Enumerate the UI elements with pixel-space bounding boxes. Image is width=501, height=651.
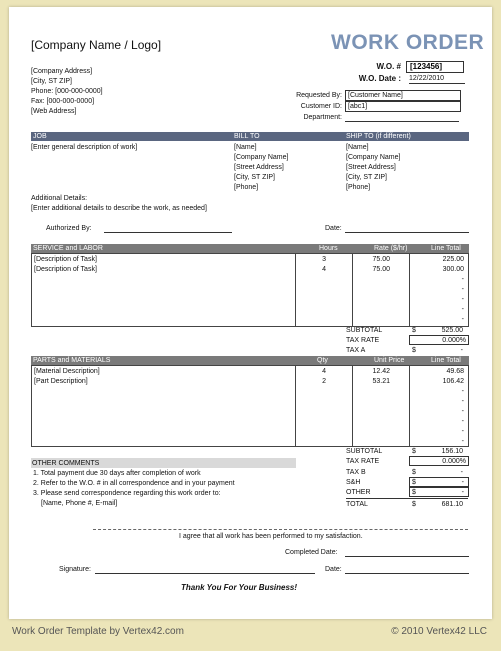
parts-subtotal-label: SUBTOTAL [346, 448, 383, 455]
part-total: 106.42 [442, 378, 464, 385]
labor-table-header [31, 244, 469, 253]
thank-you-message: Thank You For Your Business! [181, 583, 298, 592]
other-currency: $ [412, 489, 416, 496]
parts-taxrate-label: TAX RATE [346, 458, 380, 465]
job-description[interactable]: [Enter general description of work] [31, 144, 138, 151]
comment-line[interactable]: [Name, Phone #, E-mail] [41, 500, 118, 507]
labor-subtotal-currency: $ [412, 327, 416, 334]
labor-col-desc: SERVICE and LABOR [33, 245, 103, 252]
page-title: WORK ORDER [331, 31, 485, 54]
labor-empty-total: - [461, 296, 464, 303]
labor-taxrate-label: TAX RATE [346, 337, 380, 344]
other-field[interactable] [409, 487, 469, 497]
parts-taxb-value: - [460, 469, 463, 476]
bill-to-line[interactable]: [City, ST ZIP] [234, 174, 275, 181]
sh-value: - [461, 479, 464, 486]
total-currency: $ [412, 501, 416, 508]
job-heading: JOB [33, 133, 47, 140]
labor-empty-total: - [461, 286, 464, 293]
ship-to-line[interactable]: [Company Name] [346, 154, 401, 161]
signature-date-label: Date: [325, 566, 342, 573]
labor-hours[interactable]: 3 [322, 256, 326, 263]
other-value: - [461, 489, 464, 496]
authorized-by-label: Authorized By: [46, 225, 92, 232]
part-desc[interactable]: [Part Description] [34, 378, 88, 385]
labor-rate[interactable]: 75.00 [372, 266, 390, 273]
labor-taxrate-field[interactable]: 0.000% [409, 335, 469, 345]
ship-to-line[interactable]: [City, ST ZIP] [346, 174, 387, 181]
job-billing-header [31, 132, 469, 141]
labor-rate[interactable]: 75.00 [372, 256, 390, 263]
parts-col-desc: PARTS and MATERIALS [33, 357, 111, 364]
labor-subtotal-label: SUBTOTAL [346, 327, 383, 334]
total-divider [346, 498, 468, 499]
ship-to-heading: SHIP TO (if different) [346, 133, 411, 140]
additional-details-text[interactable]: [Enter additional details to describe the work, as needed] [31, 205, 207, 212]
labor-empty-total: - [461, 276, 464, 283]
parts-table-header [31, 356, 469, 365]
labor-col-total: Line Total [431, 245, 461, 252]
authorized-date-label: Date: [325, 225, 342, 232]
labor-empty-total: - [461, 316, 464, 323]
parts-subtotal-value: 156.10 [441, 448, 463, 455]
sh-label: S&H [346, 479, 361, 486]
address-line: [City, ST ZIP] [31, 78, 72, 85]
parts-taxb-label: TAX B [346, 469, 366, 476]
requested-by-label: Requested By: [296, 92, 342, 99]
part-desc[interactable]: [Material Description] [34, 368, 100, 375]
comment-line[interactable]: 1. Total payment due 30 days after completion of work [33, 470, 201, 477]
department-field[interactable] [345, 113, 459, 122]
wo-date-label: W.O. Date : [358, 74, 401, 83]
bill-to-heading: BILL TO [234, 133, 260, 140]
labor-desc[interactable]: [Description of Task] [34, 256, 97, 263]
ship-to-block [346, 143, 400, 192]
bill-to-block [234, 143, 288, 192]
labor-total: 300.00 [442, 266, 464, 273]
part-empty-total: - [461, 428, 464, 435]
parts-subtotal-currency: $ [412, 448, 416, 455]
signature-date-field[interactable] [345, 565, 469, 574]
comments-heading: OTHER COMMENTS [32, 460, 100, 467]
parts-col-qty: Qty [317, 357, 328, 364]
part-total: 49.68 [446, 368, 464, 375]
part-empty-total: - [461, 418, 464, 425]
comment-line[interactable]: 2. Refer to the W.O. # in all correspondence and in your payment [33, 480, 235, 487]
labor-subtotal-value: 525.00 [441, 327, 463, 334]
footer-copyright: © 2010 Vertex42 LLC [391, 626, 487, 637]
ship-to-line[interactable]: [Street Address] [346, 164, 396, 171]
address-line: Fax: [000-000-0000] [31, 98, 95, 105]
comments-header [31, 458, 296, 468]
agreement-divider [93, 529, 468, 530]
part-price[interactable]: 12.42 [372, 368, 390, 375]
completed-date-field[interactable] [345, 548, 469, 557]
parts-taxb-currency: $ [412, 469, 416, 476]
wo-number-label: W.O. # [376, 62, 401, 71]
wo-date-value[interactable]: 12/22/2010 [409, 74, 465, 84]
labor-tax-currency: $ [412, 347, 416, 354]
agreement-text: I agree that all work has been performed to my satisfaction. [179, 533, 363, 540]
authorized-date-field[interactable] [345, 224, 469, 233]
department-label: Department: [303, 114, 342, 121]
comment-line[interactable]: 3. Please send correspondence regarding this work order to: [33, 490, 221, 497]
bill-to-line[interactable]: [Phone] [234, 184, 259, 191]
parts-col-total: Line Total [431, 357, 461, 364]
parts-taxrate-field[interactable]: 0.000% [409, 456, 469, 466]
labor-desc[interactable]: [Description of Task] [34, 266, 97, 273]
sh-field[interactable] [409, 477, 469, 487]
work-order-sheet [9, 7, 492, 619]
bill-to-line[interactable]: [Company Name] [234, 154, 289, 161]
labor-col-rate: Rate ($/hr) [374, 245, 408, 252]
requested-by-field[interactable]: [Customer Name] [345, 90, 461, 101]
parts-table [31, 365, 469, 447]
parts-col-price: Unit Price [374, 357, 405, 364]
sh-currency: $ [412, 479, 416, 486]
authorized-by-field[interactable] [104, 224, 232, 233]
labor-table [31, 253, 469, 327]
other-label: OTHER [346, 489, 371, 496]
comments-block [33, 469, 235, 508]
signature-label: Signature: [59, 566, 91, 573]
customer-id-label: Customer ID: [300, 103, 342, 110]
bill-to-line[interactable]: [Street Address] [234, 164, 284, 171]
total-value: 681.10 [441, 501, 463, 508]
additional-details-label: Additional Details: [31, 195, 88, 202]
part-empty-total: - [461, 388, 464, 395]
part-empty-total: - [461, 438, 464, 445]
part-price[interactable]: 53.21 [372, 378, 390, 385]
labor-empty-total: - [461, 306, 464, 313]
customer-id-field[interactable]: [abc1] [345, 101, 461, 112]
ship-to-line[interactable]: [Phone] [346, 184, 371, 191]
part-empty-total: - [461, 408, 464, 415]
ship-to-line[interactable]: [Name] [346, 144, 369, 151]
part-qty[interactable]: 4 [322, 368, 326, 375]
wo-number-value[interactable]: [123456] [406, 61, 464, 73]
address-line: [Company Address] [31, 68, 93, 75]
company-name: [Company Name / Logo] [31, 38, 162, 52]
labor-tax-label: TAX A [346, 347, 366, 354]
labor-hours[interactable]: 4 [322, 266, 326, 273]
signature-field[interactable] [95, 565, 315, 574]
footer-template-credit[interactable]: Work Order Template by Vertex42.com [12, 626, 184, 637]
address-line: [Web Address] [31, 108, 77, 115]
labor-col-hours: Hours [319, 245, 338, 252]
completed-date-label: Completed Date: [285, 549, 338, 556]
labor-total: 225.00 [442, 256, 464, 263]
part-empty-total: - [461, 398, 464, 405]
total-label: TOTAL [346, 501, 368, 508]
address-line: Phone: [000-000-0000] [31, 88, 103, 95]
part-qty[interactable]: 2 [322, 378, 326, 385]
bill-to-line[interactable]: [Name] [234, 144, 257, 151]
company-address-block [31, 67, 103, 116]
labor-tax-value: - [460, 347, 463, 354]
